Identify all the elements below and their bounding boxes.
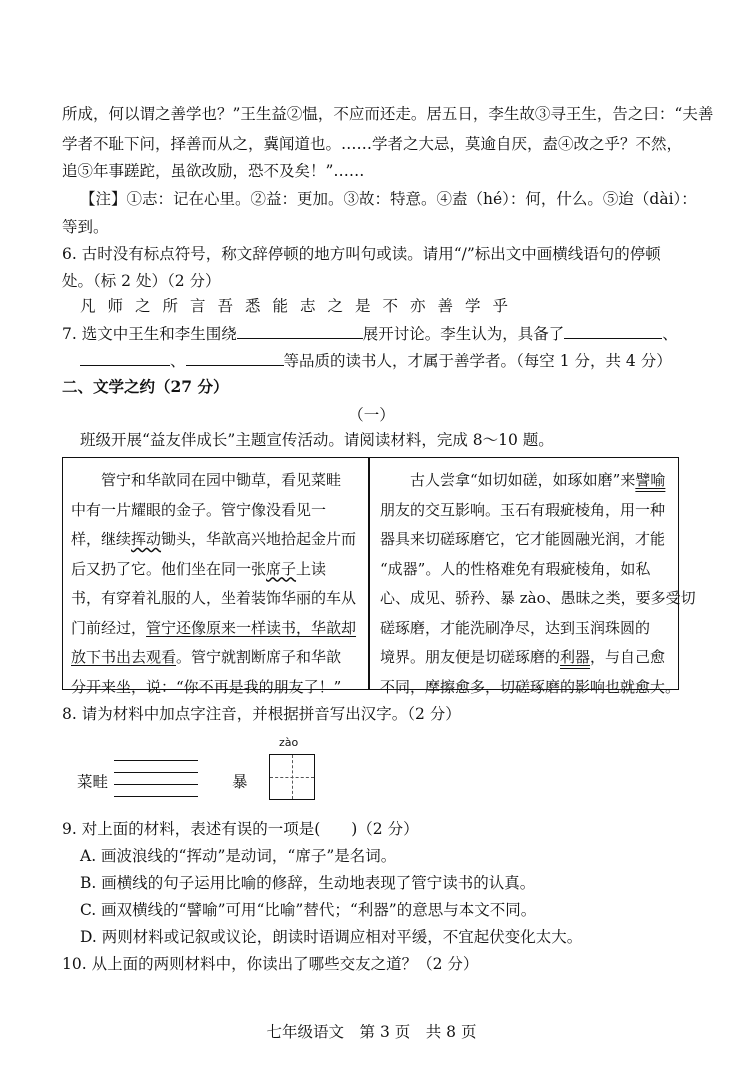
mr-2: 朋友的交互影响。玉石有瑕疵棱角，用一种 [380, 500, 666, 519]
page-footer: 七年级语文 第 3 页 共 8 页 [266, 1023, 477, 1041]
q6-line-2: 处。（标 2 处）（2 分） [62, 272, 221, 290]
underlined-sentence-b: 放下书出去观看 [71, 648, 177, 666]
q7-part2: 展开讨论。李生认为，具备了 [362, 325, 565, 343]
wavy-word-huidong: 挥动 [131, 530, 162, 548]
underlined-sentence-a: 管宁还像原来一样读书，华歆却 [146, 618, 357, 637]
q9-option-c: C. 画双横线的“譬喻”可用“比喻”替代；“利器”的意思与本文不同。 [80, 901, 537, 919]
notes-line-1: 【注】①志：记在心里。②益：更加。③故：特意。④盍（hé）：何，什么。⑤迨（dài）： [80, 190, 697, 208]
q7-part4: 、 [170, 352, 186, 370]
q7-part1: 7. 选文中王生和李生围绕 [62, 325, 237, 343]
q6-sentence: 凡师之所言吾悉能志之是不亦善学乎 [80, 297, 521, 315]
passage-line-1: 所成，何以谓之善学也？”王生益②愠，不应而还走。居五日，李生故③寻王生，告之曰：“夫善 [62, 105, 714, 123]
q7-part3: 、 [662, 325, 678, 343]
q7-part5: 等品质的读书人，才属于善学者。（每空 1 分，共 4 分） [283, 352, 672, 370]
mr-6: 磋琢磨，才能洗刷净尽，达到玉润珠圆的 [380, 618, 651, 637]
ml-8: 分开来坐，说：“你不再是我的朋友了！” [71, 677, 342, 696]
q8-pinyin: zào [279, 736, 299, 749]
mr-8: 不同，摩擦愈多，切磋琢磨的影响也就愈大。 [380, 677, 681, 696]
q8-answer-area [62, 736, 462, 820]
q8-word2: 暴 [232, 773, 248, 791]
material-left [71, 466, 363, 702]
passage-line-3: 追⑤年事蹉跎，虽欲改励，恐不及矣！”…… [62, 162, 365, 180]
q8-answer-line-1[interactable] [114, 760, 198, 761]
q8-answer-line-3[interactable] [114, 784, 198, 785]
mr-5: 心、成见、骄矜、暴 zào、愚昧之类，要多受切 [380, 589, 696, 607]
mr-7: 境界。朋友便是切磋琢磨的利器，与自己愈 [380, 648, 666, 666]
wavy-word-xizi: 席子 [266, 559, 297, 578]
section2-title: 二、文学之约（27 分） [62, 377, 229, 396]
q10-text: 10. 从上面的两则材料中，你读出了哪些交友之道？（2 分） [62, 955, 479, 973]
ml-1: 管宁和华歆同在园中锄草，看见菜畦 [101, 471, 342, 489]
material-right [380, 466, 696, 702]
q8-answer-line-2[interactable] [114, 772, 198, 773]
q7-blank-4[interactable] [186, 349, 284, 366]
q7-blank-2[interactable] [564, 322, 662, 339]
q6-line-1: 6. 古时没有标点符号，称文辞停顿的地方叫句或读。请用“/”标出文中画横线语句的停顿 [62, 245, 661, 263]
q9-option-d: D. 两则材料或记叙或议论，朗读时语调应相对平缓，不宜起伏变化太大。 [80, 928, 583, 946]
mr-3: 器具来切磋琢磨它，它才能圆融光润，才能 [380, 530, 666, 548]
q9-option-b: B. 画横线的句子运用比喻的修辞，生动地表现了管宁读书的认真。 [80, 874, 536, 892]
passage-line-2: 学者不耻下问，择善而从之，冀闻道也。……学者之大忌，莫逾自厌，盍④改之乎？不然， [62, 135, 683, 153]
q9-option-a: A. 画波浪线的“挥动”是动词，“席子”是名词。 [80, 847, 397, 865]
ml-3: 样，继续挥动锄头，华歆高兴地拾起金片而 [71, 530, 357, 548]
ml-6: 门前经过，管宁还像原来一样读书，华歆却 [71, 618, 357, 637]
section2-intro: 班级开展“益友伴成长”主题宣传活动。请阅读材料，完成 8～10 题。 [80, 431, 554, 449]
ml-2: 中有一片耀眼的金子。管宁像没看见一 [71, 500, 327, 519]
q8-word1: 菜畦 [77, 773, 109, 791]
q9-text: 9. 对上面的材料，表述有误的一项是( )（2 分） [62, 820, 419, 838]
ml-7: 放下书出去观看。管宁就割断席子和华歆 [71, 648, 342, 666]
q7-blank-3[interactable] [80, 349, 170, 366]
ml-5: 书，有穿着礼服的人，坐着装饰华丽的车从 [71, 589, 357, 607]
mr-1: 古人尝拿“如切如磋，如琢如磨”来譬喻 [410, 471, 666, 489]
q8-answer-line-4[interactable] [114, 796, 198, 797]
q7-line-1 [62, 322, 678, 345]
grid-v-line [292, 755, 293, 799]
q7-blank-1[interactable] [237, 322, 363, 339]
q7-line-2 [80, 349, 672, 372]
q8-tianzige-box[interactable] [269, 754, 315, 800]
materials-box [62, 457, 696, 696]
mr-4: “成器”。人的性格难免有瑕疵棱角，如私 [380, 559, 651, 578]
q8-text: 8. 请为材料中加点字注音，并根据拼音写出汉字。（2 分） [62, 705, 461, 723]
double-underline-piyu: 譬喻 [635, 471, 666, 489]
section2-sub: （一） [348, 406, 395, 424]
notes-line-2: 等到。 [62, 218, 109, 236]
materials-divider [368, 458, 370, 689]
ml-4: 后又扔了它。他们坐在同一张席子上读 [71, 559, 327, 578]
double-underline-liqi: 利器 [560, 648, 591, 666]
